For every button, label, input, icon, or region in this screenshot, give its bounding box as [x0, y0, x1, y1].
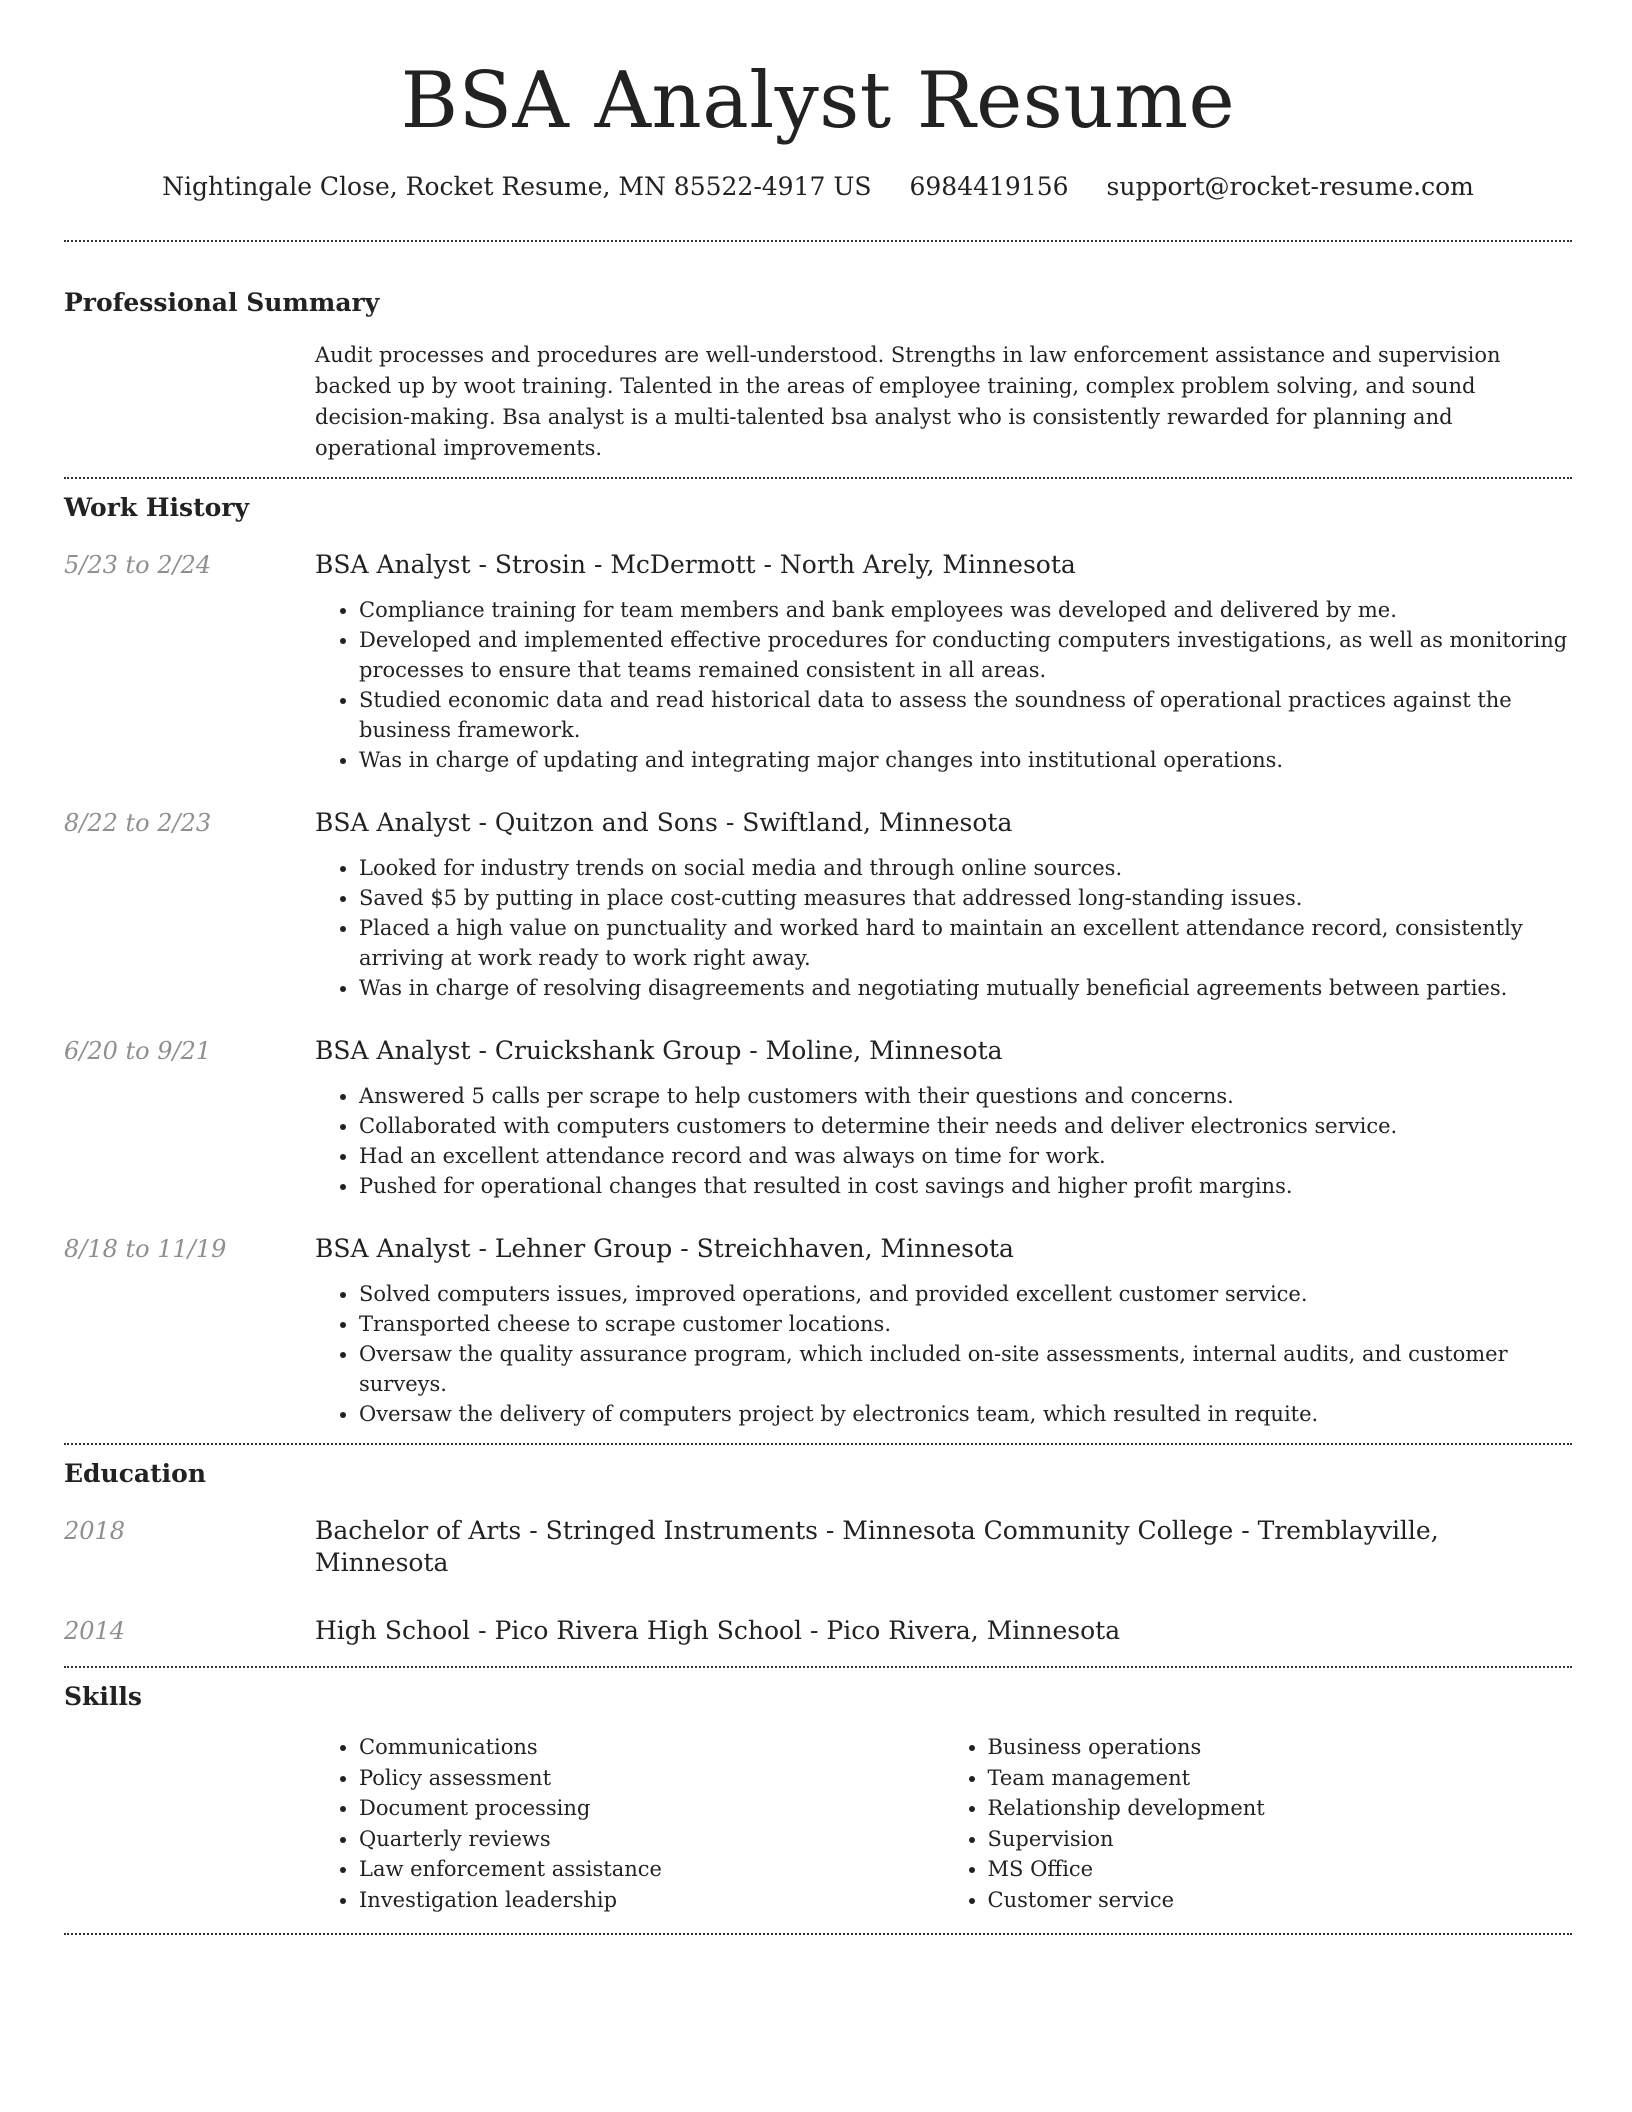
job-dates: 8/22 to 2/23	[64, 809, 212, 837]
job-title: BSA Analyst - Lehner Group - Streichhaven, Minnesota	[315, 1234, 1014, 1263]
skill-item: • Business operations	[988, 1732, 1573, 1763]
job-bullets	[315, 595, 1572, 775]
skill-item: • Relationship development	[988, 1793, 1573, 1824]
list-item: • Collaborated with computers customers to determine their needs and deliver electronics service.	[359, 1111, 1572, 1141]
skill-item: • Document processing	[359, 1793, 944, 1824]
list-item: • Solved computers issues, improved operations, and provided excellent customer service.	[359, 1279, 1572, 1309]
list-item: • Answered 5 calls per scrape to help customers with their questions and concerns.	[359, 1081, 1572, 1111]
section-heading-education: Education	[64, 1459, 207, 1488]
contact-phone: 6984419156	[909, 172, 1069, 201]
divider	[64, 1443, 1572, 1445]
list-item: • Placed a high value on punctuality and worked hard to maintain an excellent attendance record, consistently arriving at work ready to work right away.	[359, 913, 1572, 973]
job-title: BSA Analyst - Cruickshank Group - Moline, Minnesota	[315, 1036, 1003, 1065]
list-item: • Had an excellent attendance record and was always on time for work.	[359, 1141, 1572, 1171]
summary-section	[64, 286, 1572, 464]
job-dates: 6/20 to 9/21	[64, 1037, 212, 1065]
contact-address: Nightingale Close, Rocket Resume, MN 85522-4917 US	[162, 172, 872, 201]
contact-email: support@rocket-resume.com	[1106, 172, 1474, 201]
divider	[64, 1666, 1572, 1668]
list-item: • Pushed for operational changes that resulted in cost savings and higher profit margins.	[359, 1171, 1572, 1201]
list-item: • Oversaw the quality assurance program, which included on-site assessments, internal audits, and customer surveys.	[359, 1339, 1572, 1399]
skills-section	[64, 1680, 1572, 1915]
section-heading-work-history: Work History	[64, 493, 250, 522]
skills-column-right	[944, 1732, 1573, 1915]
skill-item: • Team management	[988, 1763, 1573, 1794]
list-item: • Was in charge of resolving disagreements and negotiating mutually beneficial agreements between parties.	[359, 973, 1572, 1003]
education-entry	[64, 1615, 1572, 1647]
education-section	[64, 1457, 1572, 1647]
section-heading-summary: Professional Summary	[64, 288, 380, 317]
skill-item: • MS Office	[988, 1854, 1573, 1885]
education-year: 2018	[64, 1517, 126, 1545]
divider	[64, 477, 1572, 479]
skill-item: • Communications	[359, 1732, 944, 1763]
job-bullets	[315, 853, 1572, 1003]
divider	[64, 240, 1572, 242]
job-bullets	[315, 1081, 1572, 1201]
skill-item: • Law enforcement assistance	[359, 1854, 944, 1885]
skill-item: • Quarterly reviews	[359, 1824, 944, 1855]
job-dates: 5/23 to 2/24	[64, 551, 212, 579]
education-year: 2014	[64, 1617, 126, 1645]
summary-text: Audit processes and procedures are well-understood. Strengths in law enforcement assistance and supervision backed up by woot training. Talented in the areas of employee training, complex problem solving, and sound decision-making. Bsa analyst is a multi-talented bsa analyst who is consistently rewarded for planning and operational improvements.	[315, 343, 1501, 460]
list-item: • Saved $5 by putting in place cost-cutting measures that addressed long-standing issues.	[359, 883, 1572, 913]
resume-page	[64, 0, 1572, 1935]
divider	[64, 1933, 1572, 1935]
skills-list	[315, 1732, 1572, 1915]
list-item: • Looked for industry trends on social media and through online sources.	[359, 853, 1572, 883]
skill-item: • Investigation leadership	[359, 1885, 944, 1916]
list-item: • Transported cheese to scrape customer locations.	[359, 1309, 1572, 1339]
list-item: • Was in charge of updating and integrating major changes into institutional operations.	[359, 745, 1572, 775]
list-item: • Developed and implemented effective procedures for conducting computers investigations, as well as monitoring processes to ensure that teams remained consistent in all areas.	[359, 625, 1572, 685]
list-item: • Oversaw the delivery of computers project by electronics team, which resulted in requite.	[359, 1399, 1572, 1429]
job-title: BSA Analyst - Strosin - McDermott - North Arely, Minnesota	[315, 550, 1076, 579]
job-entry	[64, 1233, 1572, 1429]
skill-item: • Policy assessment	[359, 1763, 944, 1794]
work-history-section	[64, 491, 1572, 1429]
contact-line	[64, 170, 1572, 204]
resume-title: BSA Analyst Resume	[400, 56, 1236, 146]
skill-item: • Customer service	[988, 1885, 1573, 1916]
job-title: BSA Analyst - Quitzon and Sons - Swiftland, Minnesota	[315, 808, 1013, 837]
job-entry	[64, 549, 1572, 775]
list-item: • Compliance training for team members and bank employees was developed and delivered by me.	[359, 595, 1572, 625]
job-bullets	[315, 1279, 1572, 1429]
education-entry	[64, 1515, 1572, 1579]
education-title: High School - Pico Rivera High School - Pico Rivera, Minnesota	[315, 1616, 1121, 1645]
section-heading-skills: Skills	[64, 1682, 142, 1711]
job-entry	[64, 807, 1572, 1003]
job-entry	[64, 1035, 1572, 1201]
list-item: • Studied economic data and read historical data to assess the soundness of operational practices against the business framework.	[359, 685, 1572, 745]
skills-column-left	[315, 1732, 944, 1915]
job-dates: 8/18 to 11/19	[64, 1235, 227, 1263]
skill-item: • Supervision	[988, 1824, 1573, 1855]
education-title: Bachelor of Arts - Stringed Instruments - Minnesota Community College - Tremblayville, Minnesota	[315, 1516, 1439, 1577]
